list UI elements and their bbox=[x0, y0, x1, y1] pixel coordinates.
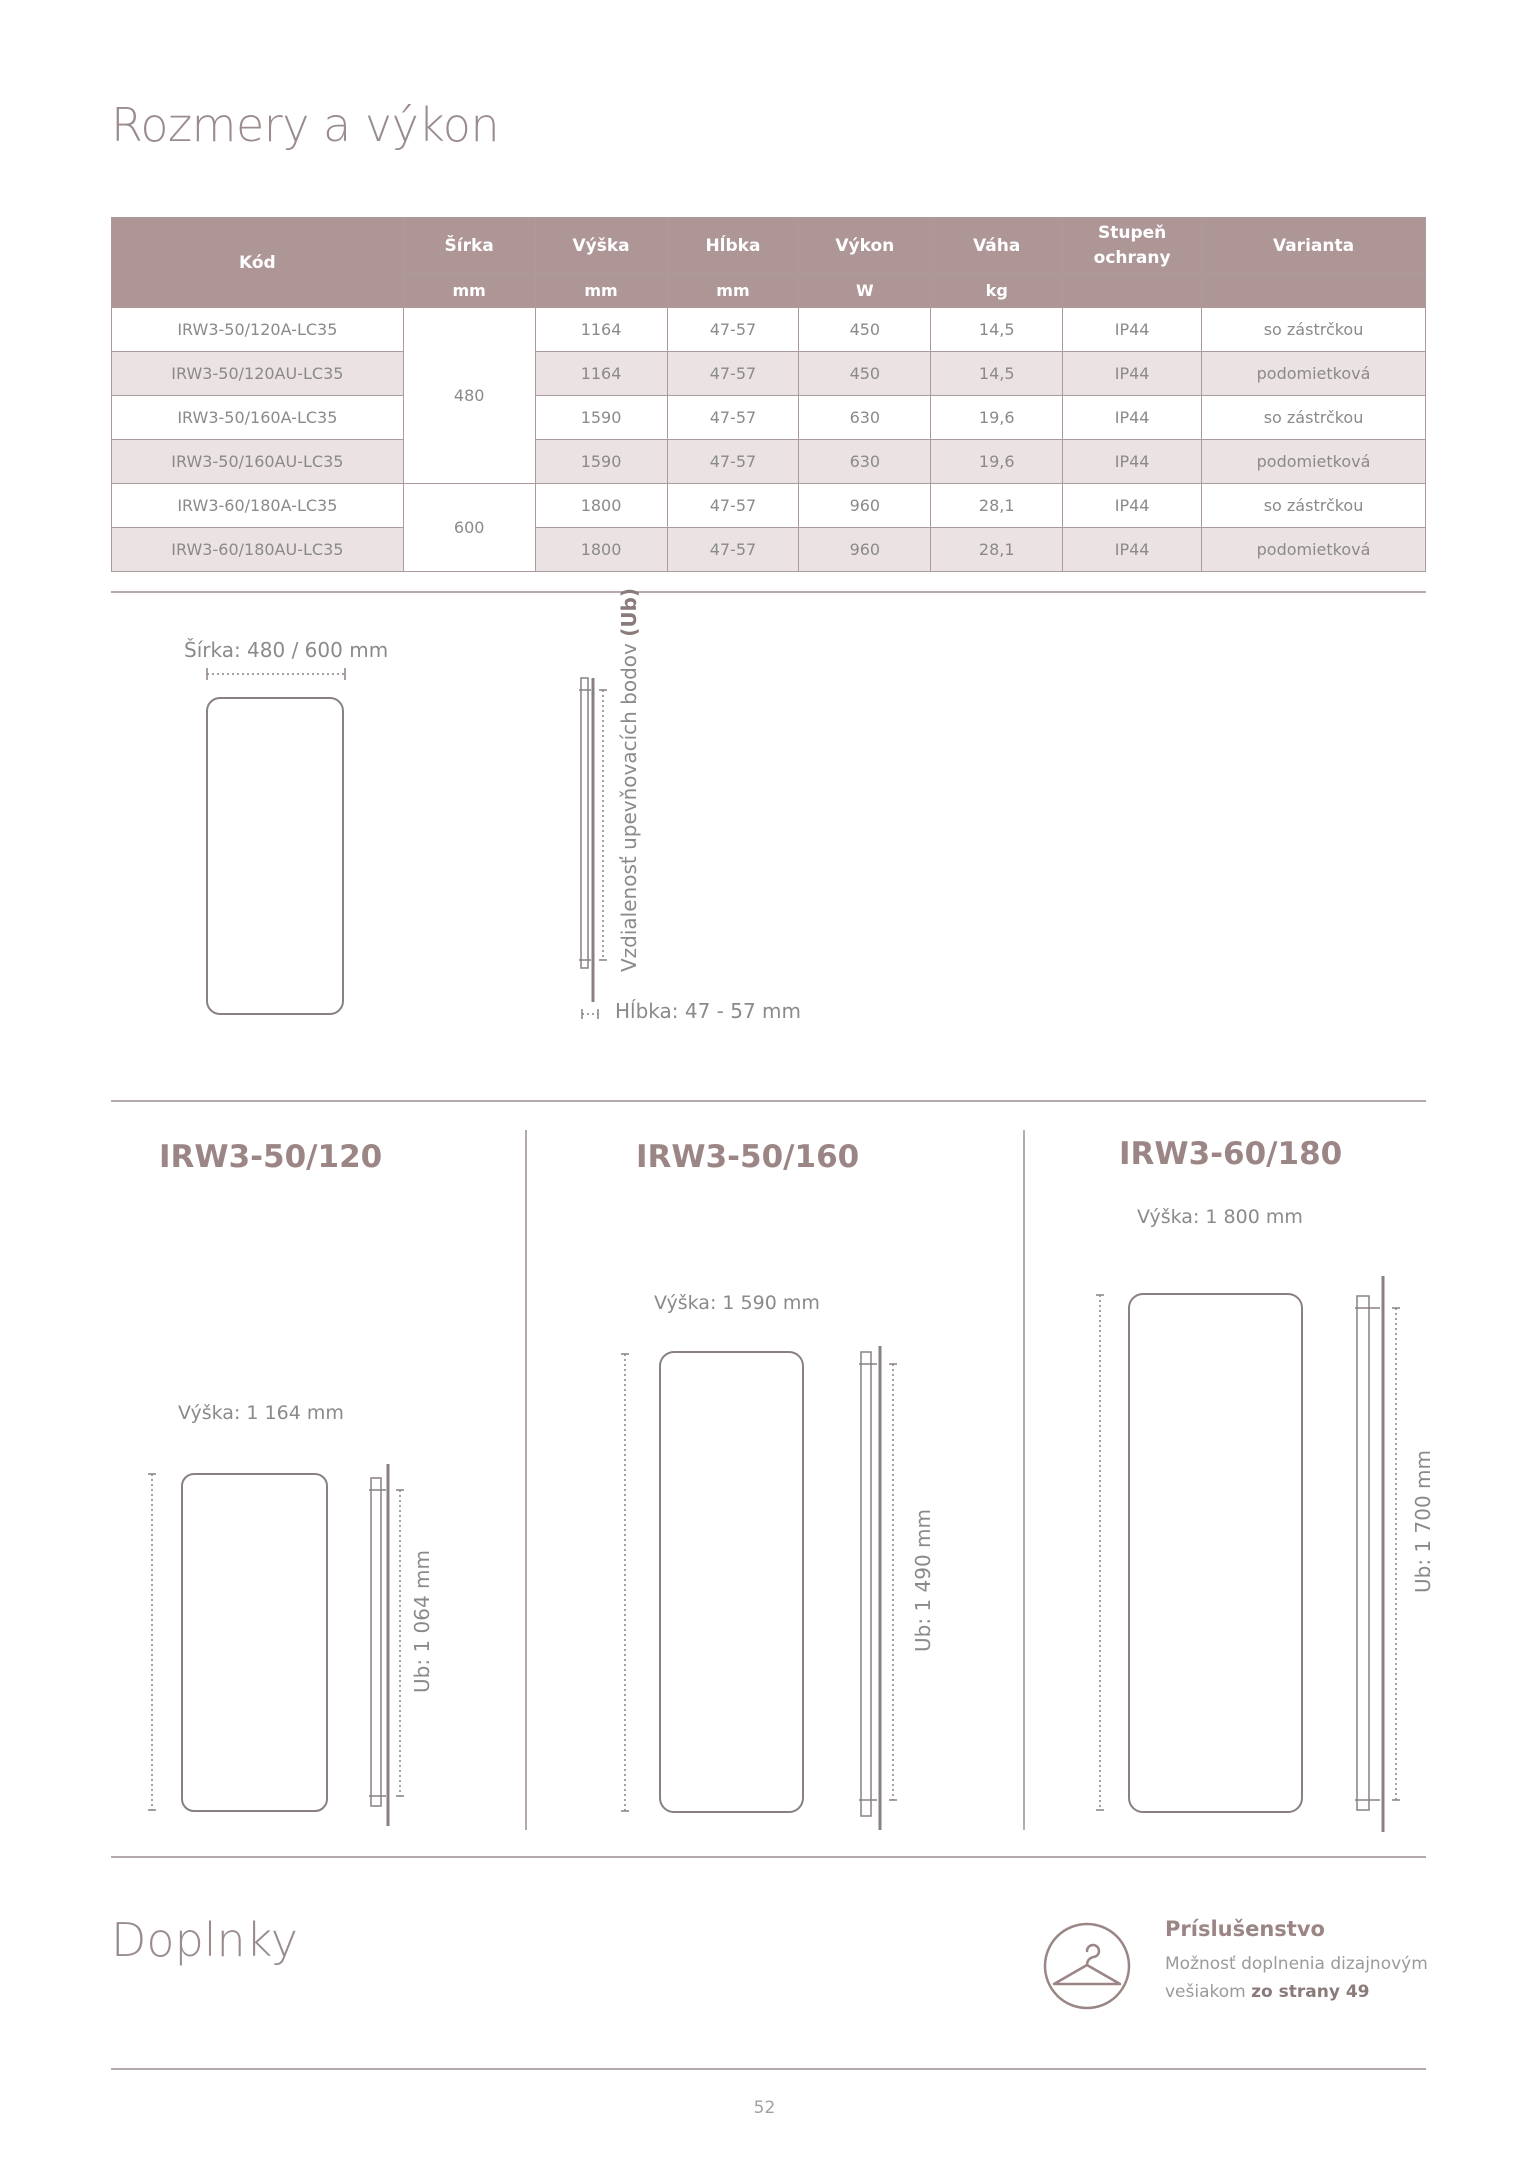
model-title: IRW3-50/120 bbox=[159, 1139, 383, 1175]
cell-varianta: so zástrčkou bbox=[1202, 484, 1426, 528]
cell-vaha: 19,6 bbox=[931, 396, 1063, 440]
cell-kod: IRW3-50/160A-LC35 bbox=[112, 396, 404, 440]
cell-varianta: podomietková bbox=[1202, 528, 1426, 572]
header-hlbka: Hĺbka bbox=[667, 218, 799, 274]
divider bbox=[111, 2068, 1426, 2070]
cell-vykon: 960 bbox=[799, 484, 931, 528]
accessory-title: Príslušenstvo bbox=[1165, 1917, 1325, 1941]
cell-vykon: 630 bbox=[799, 440, 931, 484]
cell-varianta: podomietková bbox=[1202, 352, 1426, 396]
header-vaha: Váha bbox=[931, 218, 1063, 274]
cell-vyska: 1800 bbox=[535, 528, 667, 572]
accessory-text bbox=[1165, 1950, 1435, 2006]
cell-vykon: 630 bbox=[799, 396, 931, 440]
cell-kod: IRW3-50/120AU-LC35 bbox=[112, 352, 404, 396]
cell-ochrana: IP44 bbox=[1063, 308, 1202, 352]
header-stupen-line1: Stupeň bbox=[1097, 222, 1167, 243]
column-divider bbox=[525, 1130, 527, 1830]
page-title: Rozmery a výkon bbox=[111, 98, 500, 152]
cell-kod: IRW3-50/120A-LC35 bbox=[112, 308, 404, 352]
section-heading: Doplnky bbox=[111, 1913, 298, 1967]
height-label: Výška: 1 164 mm bbox=[178, 1402, 344, 1424]
cell-varianta: so zástrčkou bbox=[1202, 396, 1426, 440]
depth-label: Hĺbka: 47 - 57 mm bbox=[615, 999, 802, 1023]
unit-hlbka: mm bbox=[667, 274, 799, 308]
cell-ochrana: IP44 bbox=[1063, 352, 1202, 396]
cell-vyska: 1164 bbox=[535, 308, 667, 352]
height-label: Výška: 1 800 mm bbox=[1137, 1206, 1303, 1228]
accessory-link: zo strany 49 bbox=[1251, 1982, 1370, 2002]
page-number: 52 bbox=[753, 2098, 776, 2118]
column-divider bbox=[1023, 1130, 1025, 1830]
divider bbox=[111, 1100, 1426, 1102]
cell-hlbka: 47-57 bbox=[667, 352, 799, 396]
cell-vaha: 14,5 bbox=[931, 308, 1063, 352]
cell-vaha: 28,1 bbox=[931, 484, 1063, 528]
cell-varianta: so zástrčkou bbox=[1202, 308, 1426, 352]
cell-hlbka: 47-57 bbox=[667, 308, 799, 352]
cell-sirka: 600 bbox=[403, 484, 535, 572]
cell-kod: IRW3-60/180A-LC35 bbox=[112, 484, 404, 528]
header-vykon: Výkon bbox=[799, 218, 931, 274]
cell-ochrana: IP44 bbox=[1063, 528, 1202, 572]
ub-label: Ub: 1 490 mm bbox=[911, 1508, 935, 1652]
cell-ochrana: IP44 bbox=[1063, 484, 1202, 528]
header-vyska: Výška bbox=[535, 218, 667, 274]
model-title: IRW3-60/180 bbox=[1119, 1136, 1343, 1172]
cell-hlbka: 47-57 bbox=[667, 528, 799, 572]
cell-vaha: 28,1 bbox=[931, 528, 1063, 572]
cell-ochrana: IP44 bbox=[1063, 396, 1202, 440]
ub-label: Ub: 1 700 mm bbox=[1411, 1449, 1435, 1593]
unit-sirka: mm bbox=[403, 274, 535, 308]
cell-vyska: 1590 bbox=[535, 396, 667, 440]
width-label: Šírka: 480 / 600 mm bbox=[184, 638, 389, 662]
radiator-front-outline bbox=[660, 1352, 803, 1812]
header-sirka: Šírka bbox=[403, 218, 535, 274]
cell-vyska: 1164 bbox=[535, 352, 667, 396]
mount-distance-label bbox=[617, 588, 641, 972]
cell-hlbka: 47-57 bbox=[667, 484, 799, 528]
cell-varianta: podomietková bbox=[1202, 440, 1426, 484]
cell-vykon: 960 bbox=[799, 528, 931, 572]
cell-sirka: 480 bbox=[403, 308, 535, 484]
height-label: Výška: 1 590 mm bbox=[654, 1292, 820, 1314]
radiator-side-bracket bbox=[1357, 1296, 1369, 1810]
mount-label-text: Vzdialenosť upevňovacích bodov bbox=[617, 636, 641, 972]
cell-vykon: 450 bbox=[799, 308, 931, 352]
cell-hlbka: 47-57 bbox=[667, 440, 799, 484]
cell-kod: IRW3-60/180AU-LC35 bbox=[112, 528, 404, 572]
header-stupen-line2: ochrany bbox=[1093, 247, 1171, 268]
radiator-side-bracket bbox=[861, 1352, 871, 1816]
radiator-front-outline bbox=[1129, 1294, 1302, 1812]
hanger-icon bbox=[1045, 1924, 1129, 2008]
ub-label: Ub: 1 064 mm bbox=[410, 1549, 434, 1693]
cell-vyska: 1800 bbox=[535, 484, 667, 528]
unit-vaha: kg bbox=[931, 274, 1063, 308]
unit-vyska: mm bbox=[535, 274, 667, 308]
radiator-front-outline bbox=[182, 1474, 327, 1811]
cell-hlbka: 47-57 bbox=[667, 396, 799, 440]
divider bbox=[111, 1856, 1426, 1858]
model-title: IRW3-50/160 bbox=[636, 1139, 860, 1175]
radiator-front-outline bbox=[207, 698, 343, 1014]
cell-vaha: 14,5 bbox=[931, 352, 1063, 396]
mount-label-bold: (Ub) bbox=[617, 587, 641, 637]
cell-ochrana: IP44 bbox=[1063, 440, 1202, 484]
unit-vykon: W bbox=[799, 274, 931, 308]
cell-vyska: 1590 bbox=[535, 440, 667, 484]
cell-vaha: 19,6 bbox=[931, 440, 1063, 484]
radiator-side-bracket bbox=[371, 1478, 381, 1806]
radiator-side-bracket bbox=[581, 678, 588, 968]
accessory-text-main: Možnosť doplnenia dizajnovým vešiakom bbox=[1165, 1954, 1428, 2002]
header-kod: Kód bbox=[112, 218, 404, 308]
cell-vykon: 450 bbox=[799, 352, 931, 396]
header-varianta: Varianta bbox=[1202, 218, 1426, 274]
cell-kod: IRW3-50/160AU-LC35 bbox=[112, 440, 404, 484]
